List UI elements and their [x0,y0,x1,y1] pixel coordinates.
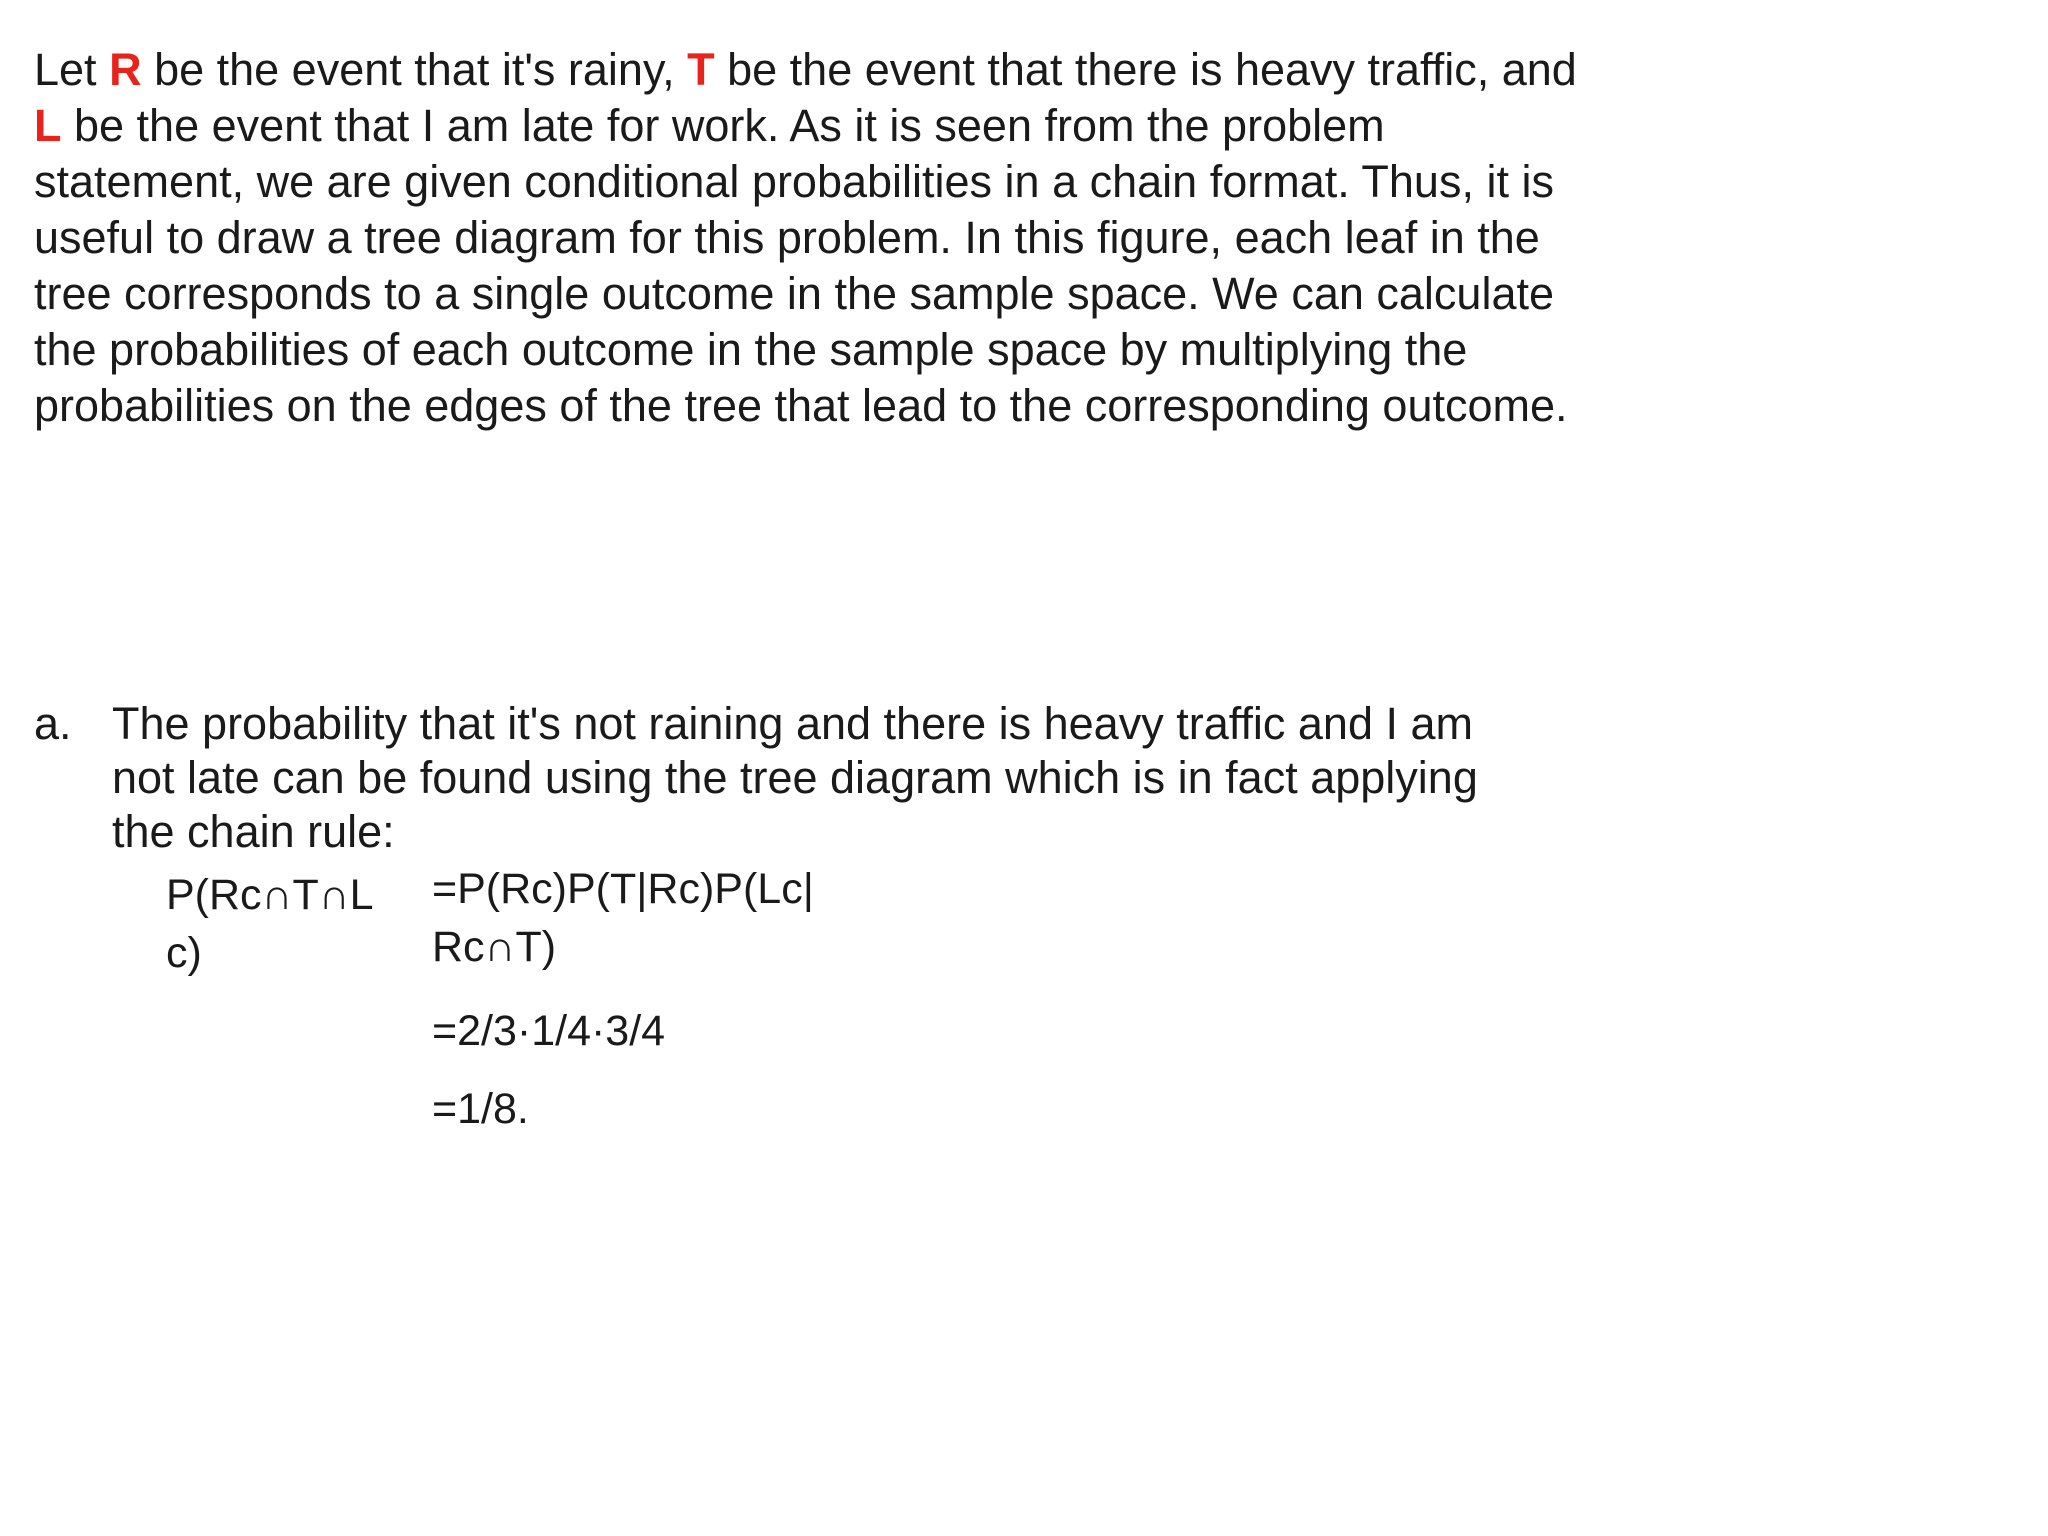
intro-text: be the event that it's rainy, [141,44,688,95]
intro-line-6: the probabilities of each outcome in the sample space by multiplying the [34,324,1468,375]
item-a-line-1: The probability that it's not raining and there is heavy traffic and I am [112,698,1474,749]
event-t-symbol: T [687,44,715,95]
item-a-line-2: not late can be found using the tree diagram which is in fact applying [112,752,1478,803]
equation-result: =1/8. [432,1085,529,1133]
list-marker: a. [34,698,72,749]
intro-text: Let [34,44,110,95]
intro-paragraph [34,42,1734,434]
equation-lhs-line-2: c) [166,929,202,977]
equation-lhs-line-1: P(Rc∩T∩L [166,871,374,919]
intro-text: be the event that I am late for work. As it is seen from the problem [61,100,1385,151]
event-l-symbol: L [34,100,62,151]
intro-line-2 [34,98,1734,154]
equation-rhs [432,860,814,976]
event-r-symbol: R [109,44,142,95]
equation-lhs [166,866,374,982]
intro-line-4: useful to draw a tree diagram for this problem. In this figure, each leaf in the [34,212,1540,263]
equation-step-2: =2/3·1/4·3/4 [432,1007,666,1055]
intro-line-5: tree corresponds to a single outcome in the sample space. We can calculate [34,268,1555,319]
item-a-line-3: the chain rule: [112,806,395,857]
intro-text: be the event that there is heavy traffic, and [714,44,1577,95]
equation-rhs-line-2: Rc∩T) [432,923,557,971]
equation-rhs-line-1: =P(Rc)P(T|Rc)P(Lc| [432,865,814,913]
intro-line-1 [34,42,1734,98]
intro-line-3: statement, we are given conditional probabilities in a chain format. Thus, it is [34,156,1554,207]
intro-line-7: probabilities on the edges of the tree that lead to the corresponding outcome. [34,380,1568,431]
list-item-a [34,697,1654,859]
